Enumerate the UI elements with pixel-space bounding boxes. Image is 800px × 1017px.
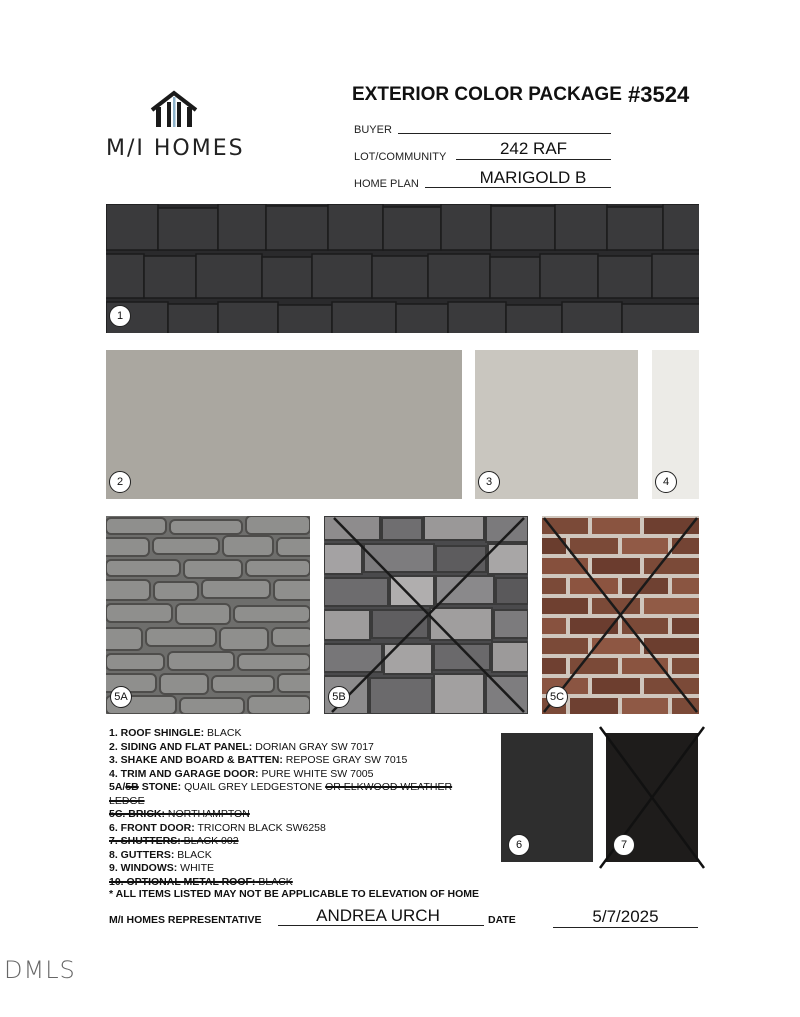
roof-shingle-swatch bbox=[106, 204, 699, 333]
color-items-list bbox=[109, 727, 509, 889]
brick-5c-badge: 5C bbox=[546, 686, 568, 708]
list-item: 5A/5B STONE: QUAIL GREY LEDGESTONE OR ELKWOOD WEATHER bbox=[109, 781, 453, 793]
home-plan-value: MARIGOLD B bbox=[479, 168, 587, 187]
representative-label: M/I HOMES REPRESENTATIVE bbox=[109, 914, 262, 926]
stone-5b-swatch bbox=[324, 516, 528, 714]
trim-badge: 4 bbox=[655, 471, 677, 493]
list-item: 2. SIDING AND FLAT PANEL: DORIAN GRAY SW 7017 bbox=[109, 740, 374, 753]
list-item: 9. WINDOWS: WHITE bbox=[109, 862, 214, 874]
shutters-swatch bbox=[606, 733, 698, 862]
stone-5a-badge: 5A bbox=[110, 686, 132, 708]
representative-value: ANDREA URCH bbox=[316, 906, 440, 925]
footnote: * ALL ITEMS LISTED MAY NOT BE APPLICABLE TO ELEVATION OF HOME bbox=[109, 888, 480, 900]
shingle-texture bbox=[106, 204, 699, 333]
lot-community-value: 242 RAF bbox=[499, 139, 568, 158]
front-door-badge: 6 bbox=[508, 834, 530, 856]
date-label: DATE bbox=[488, 914, 516, 926]
trim-swatch bbox=[652, 350, 699, 499]
shake-swatch bbox=[475, 350, 638, 499]
date-line bbox=[553, 927, 698, 928]
home-plan-label: HOME PLAN bbox=[354, 178, 419, 190]
list-item: LEDGE bbox=[109, 794, 145, 807]
mi-homes-house-logo-icon bbox=[150, 90, 198, 130]
stone-5b-texture bbox=[324, 516, 528, 714]
siding-swatch bbox=[106, 350, 462, 499]
list-item: 10. OPTIONAL METAL ROOF: BLACK bbox=[109, 875, 293, 888]
brick-5c-texture bbox=[542, 516, 699, 714]
buyer-line bbox=[398, 133, 611, 134]
list-item: 3. SHAKE AND BOARD & BATTEN: REPOSE GRAY SW 7015 bbox=[109, 754, 408, 766]
stone-5a-swatch bbox=[106, 516, 310, 714]
page-title: EXTERIOR COLOR PACKAGE bbox=[352, 84, 622, 105]
stone-5b-badge: 5B bbox=[328, 686, 350, 708]
brick-5c-swatch bbox=[542, 516, 699, 714]
siding-badge: 2 bbox=[109, 471, 131, 493]
list-item: 1. ROOF SHINGLE: BLACK bbox=[109, 727, 242, 739]
list-item: 8. GUTTERS: BLACK bbox=[109, 848, 212, 861]
buyer-label: BUYER bbox=[354, 124, 392, 136]
list-item: 7. SHUTTERS: BLACK 002 bbox=[109, 835, 239, 847]
lot-community-label: LOT/COMMUNITY bbox=[354, 151, 447, 163]
watermark: DMLS bbox=[4, 956, 76, 984]
stone-5a-texture bbox=[106, 516, 310, 714]
shutters-badge: 7 bbox=[613, 834, 635, 856]
shake-badge: 3 bbox=[478, 471, 500, 493]
date-value: 5/7/2025 bbox=[592, 907, 659, 926]
package-number: #3524 bbox=[628, 82, 690, 107]
list-item: 5C. BRICK: NORTHAMPTON bbox=[109, 808, 250, 820]
brand-name: M/I HOMES bbox=[106, 136, 245, 161]
lot-community-line bbox=[456, 159, 611, 160]
list-item: 6. FRONT DOOR: TRICORN BLACK SW6258 bbox=[109, 821, 326, 834]
list-item: 4. TRIM AND GARAGE DOOR: PURE WHITE SW 7005 bbox=[109, 767, 374, 780]
roof-badge: 1 bbox=[109, 305, 131, 327]
front-door-swatch bbox=[501, 733, 593, 862]
